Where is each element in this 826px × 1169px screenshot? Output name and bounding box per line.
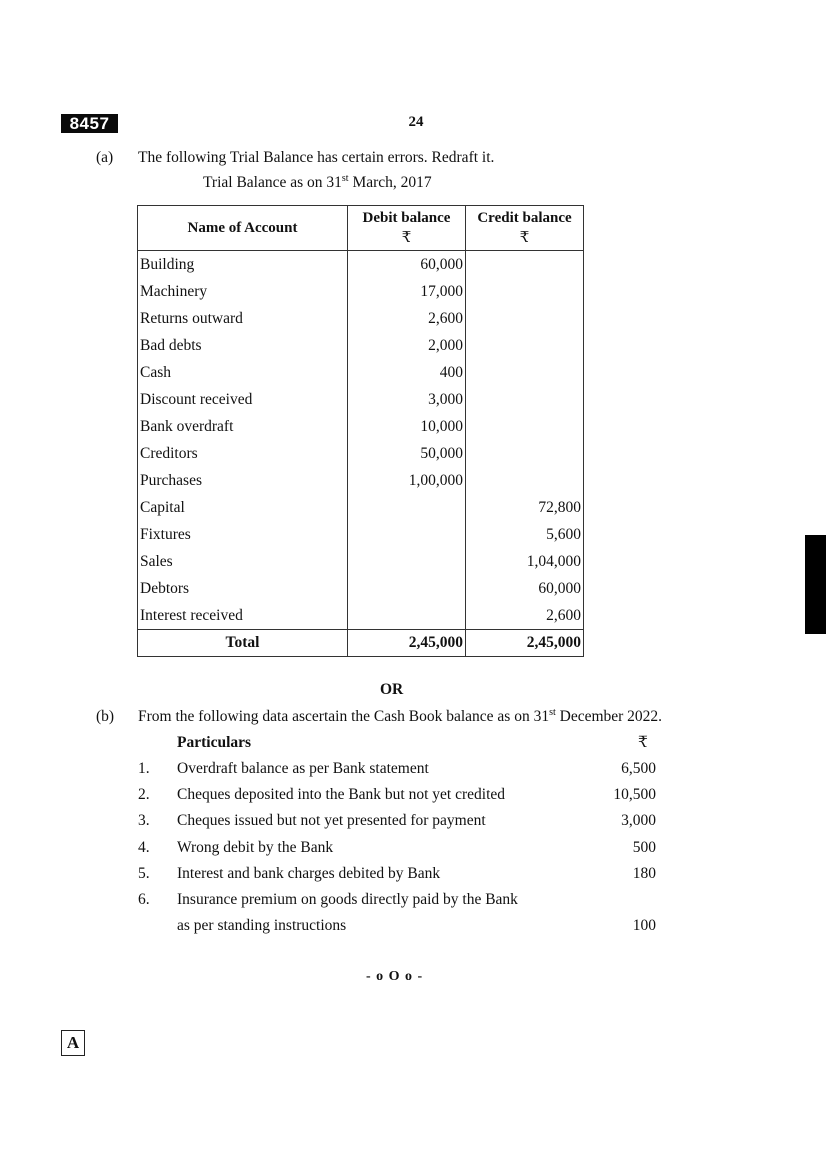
table-row bbox=[138, 575, 584, 602]
credit-amount: 2,600 bbox=[466, 602, 584, 630]
item-amount: 100 bbox=[632, 917, 656, 935]
account-name: Interest received bbox=[138, 602, 348, 630]
credit-amount bbox=[466, 251, 584, 279]
column-header-debit bbox=[348, 206, 466, 251]
table-total-row bbox=[138, 630, 584, 657]
credit-amount bbox=[466, 305, 584, 332]
item-description: Interest and bank charges debited by Bank bbox=[177, 864, 441, 882]
account-name: Fixtures bbox=[138, 521, 348, 548]
table-row bbox=[138, 359, 584, 386]
table-header-row bbox=[138, 206, 584, 251]
table-row bbox=[138, 548, 584, 575]
table-row bbox=[138, 305, 584, 332]
question-b-label: (b) bbox=[96, 708, 115, 725]
item-description: Cheques deposited into the Bank but not yet credited bbox=[177, 786, 506, 804]
question-b-instruction bbox=[138, 708, 662, 726]
series-label: A bbox=[61, 1030, 85, 1056]
account-name: Machinery bbox=[138, 278, 348, 305]
item-number: 1. bbox=[138, 760, 150, 777]
total-debit: 2,45,000 bbox=[348, 630, 466, 657]
item-description: Wrong debit by the Bank bbox=[177, 838, 334, 856]
debit-amount bbox=[348, 602, 466, 630]
debit-amount: 50,000 bbox=[348, 440, 466, 467]
or-separator: OR bbox=[380, 681, 404, 698]
title-prefix: Trial Balance as on 31 bbox=[203, 174, 342, 191]
account-name: Capital bbox=[138, 494, 348, 521]
table-row bbox=[138, 278, 584, 305]
table-row bbox=[138, 386, 584, 413]
debit-amount: 2,600 bbox=[348, 305, 466, 332]
title-suffix: March, 2017 bbox=[348, 174, 432, 191]
instruction-prefix: From the following data ascertain the Cash Book balance as on 31 bbox=[138, 708, 550, 725]
item-number: 3. bbox=[138, 812, 150, 830]
credit-amount bbox=[466, 278, 584, 305]
instruction-suffix: December 2022. bbox=[555, 708, 663, 725]
account-name: Creditors bbox=[138, 440, 348, 467]
debit-amount: 3,000 bbox=[348, 386, 466, 413]
credit-amount bbox=[466, 332, 584, 359]
page-number: 24 bbox=[408, 114, 424, 130]
end-of-paper-mark: - o O o - bbox=[366, 969, 424, 984]
debit-amount: 60,000 bbox=[348, 251, 466, 279]
item-description: Overdraft balance as per Bank statement bbox=[177, 760, 429, 777]
item-amount: 3,000 bbox=[621, 812, 656, 830]
debit-amount bbox=[348, 494, 466, 521]
credit-amount bbox=[466, 359, 584, 386]
account-name: Discount received bbox=[138, 386, 348, 413]
account-name: Bad debts bbox=[138, 332, 348, 359]
debit-amount: 400 bbox=[348, 359, 466, 386]
table-row bbox=[138, 602, 584, 630]
table-row bbox=[138, 440, 584, 467]
debit-amount bbox=[348, 521, 466, 548]
debit-amount bbox=[348, 548, 466, 575]
credit-amount: 60,000 bbox=[466, 575, 584, 602]
total-label: Total bbox=[138, 630, 348, 657]
column-header-credit bbox=[466, 206, 584, 251]
particulars-header: Particulars bbox=[177, 734, 252, 751]
item-amount: 180 bbox=[632, 864, 656, 882]
credit-amount: 1,04,000 bbox=[466, 548, 584, 575]
account-name: Building bbox=[138, 251, 348, 279]
item-amount: 6,500 bbox=[621, 760, 656, 777]
trial-balance-title bbox=[203, 174, 432, 192]
rupee-icon: ₹ bbox=[519, 230, 530, 246]
question-a-label: (a) bbox=[96, 149, 114, 166]
account-name: Debtors bbox=[138, 575, 348, 602]
account-name: Cash bbox=[138, 359, 348, 386]
credit-amount bbox=[466, 467, 584, 494]
item-amount: 500 bbox=[632, 838, 656, 856]
item-amount: 10,500 bbox=[613, 786, 656, 804]
account-name: Sales bbox=[138, 548, 348, 575]
credit-header-label: Credit balance bbox=[477, 210, 572, 226]
table-row bbox=[138, 521, 584, 548]
credit-amount: 5,600 bbox=[466, 521, 584, 548]
account-name: Bank overdraft bbox=[138, 413, 348, 440]
credit-amount bbox=[466, 386, 584, 413]
title-sup: st bbox=[341, 172, 349, 184]
column-header-account: Name of Account bbox=[138, 206, 348, 251]
table-row bbox=[138, 413, 584, 440]
debit-amount: 10,000 bbox=[348, 413, 466, 440]
rupee-icon: ₹ bbox=[638, 734, 648, 751]
table-row bbox=[138, 467, 584, 494]
item-number: 2. bbox=[138, 786, 150, 804]
debit-amount: 2,000 bbox=[348, 332, 466, 359]
debit-amount: 17,000 bbox=[348, 278, 466, 305]
table-row bbox=[138, 494, 584, 521]
item-number: 6. bbox=[138, 891, 150, 908]
table-row bbox=[138, 251, 584, 279]
credit-amount bbox=[466, 440, 584, 467]
instruction-sup: st bbox=[549, 706, 556, 718]
question-a-instruction: The following Trial Balance has certain errors. Redraft it. bbox=[138, 149, 495, 166]
account-name: Purchases bbox=[138, 467, 348, 494]
item-number: 4. bbox=[138, 838, 150, 856]
trial-balance-table bbox=[137, 205, 584, 657]
debit-amount bbox=[348, 575, 466, 602]
rupee-icon: ₹ bbox=[401, 230, 412, 246]
credit-amount: 72,800 bbox=[466, 494, 584, 521]
item-description: Insurance premium on goods directly paid by the Bank bbox=[177, 891, 518, 908]
item-description: Cheques issued but not yet presented for payment bbox=[177, 812, 486, 830]
debit-header-label: Debit balance bbox=[362, 210, 451, 226]
account-name: Returns outward bbox=[138, 305, 348, 332]
paper-code-badge: 8457 bbox=[61, 114, 118, 133]
debit-amount: 1,00,000 bbox=[348, 467, 466, 494]
page-edge-marker bbox=[805, 535, 826, 634]
total-credit: 2,45,000 bbox=[466, 630, 584, 657]
item-number: 5. bbox=[138, 864, 150, 882]
table-row bbox=[138, 332, 584, 359]
credit-amount bbox=[466, 413, 584, 440]
item-description-continued: as per standing instructions bbox=[177, 917, 347, 935]
